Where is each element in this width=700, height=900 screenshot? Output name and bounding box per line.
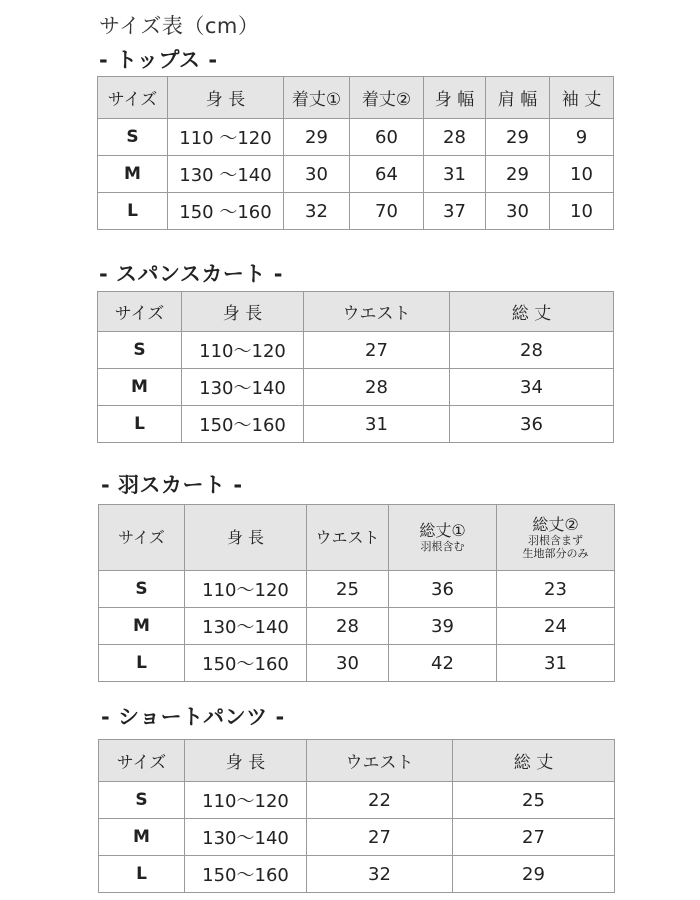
table-cell: 28 — [424, 119, 486, 156]
header-cell — [389, 505, 497, 571]
tops-size-table — [97, 76, 614, 230]
table-cell: 29 — [284, 119, 350, 156]
table-cell: 42 — [389, 645, 497, 682]
table-row — [99, 608, 615, 645]
size-cell: L — [98, 406, 182, 443]
size-cell: S — [99, 782, 185, 819]
table-row — [98, 406, 614, 443]
header-label: 身 長 — [226, 527, 265, 547]
header-cell — [99, 505, 185, 571]
table-cell: 60 — [350, 119, 424, 156]
table-cell: 36 — [450, 406, 614, 443]
table-cell: 28 — [450, 332, 614, 369]
table-row — [99, 819, 615, 856]
table-cell: 27 — [304, 332, 450, 369]
table-header-row — [99, 740, 615, 782]
table-cell: 10 — [550, 156, 614, 193]
header-label: ウエスト — [315, 527, 380, 547]
table-cell: 110〜120 — [185, 782, 307, 819]
table-cell: 29 — [486, 119, 550, 156]
table-cell: 110 〜120 — [168, 119, 284, 156]
feather-skirt-size-table — [98, 504, 615, 682]
table-cell: 37 — [424, 193, 486, 230]
size-cell: S — [98, 119, 168, 156]
table-cell: 150〜160 — [185, 645, 307, 682]
short-pants-heading: - ショートパンツ - — [101, 705, 285, 729]
header-cell: ウエスト — [307, 740, 453, 782]
table-cell: 32 — [284, 193, 350, 230]
header-cell: 身 幅 — [424, 77, 486, 119]
size-cell: M — [98, 369, 182, 406]
table-cell: 22 — [307, 782, 453, 819]
table-row — [98, 332, 614, 369]
header-cell: 袖 丈 — [550, 77, 614, 119]
size-cell: M — [99, 819, 185, 856]
header-cell: サイズ — [98, 77, 168, 119]
table-cell: 150〜160 — [182, 406, 304, 443]
size-cell: S — [98, 332, 182, 369]
header-cell: サイズ — [99, 740, 185, 782]
table-cell: 110〜120 — [182, 332, 304, 369]
header-cell: ウエスト — [304, 292, 450, 332]
table-header-row — [98, 77, 614, 119]
header-cell: 肩 幅 — [486, 77, 550, 119]
table-cell: 31 — [304, 406, 450, 443]
table-cell: 30 — [284, 156, 350, 193]
table-row — [98, 119, 614, 156]
table-cell: 27 — [307, 819, 453, 856]
table-header-row — [98, 292, 614, 332]
table-cell: 150 〜160 — [168, 193, 284, 230]
table-row — [99, 571, 615, 608]
spun-skirt-heading: - スパンスカート - — [99, 262, 283, 286]
table-cell: 10 — [550, 193, 614, 230]
table-cell: 25 — [307, 571, 389, 608]
table-cell: 29 — [453, 856, 615, 893]
table-cell: 30 — [307, 645, 389, 682]
table-row — [98, 156, 614, 193]
size-cell: M — [98, 156, 168, 193]
header-cell: 総 丈 — [450, 292, 614, 332]
table-cell: 36 — [389, 571, 497, 608]
size-cell: L — [99, 645, 185, 682]
header-cell: 身 長 — [182, 292, 304, 332]
table-cell: 32 — [307, 856, 453, 893]
table-cell: 150〜160 — [185, 856, 307, 893]
short-pants-size-table — [98, 739, 615, 893]
table-cell: 31 — [497, 645, 615, 682]
header-sublabel: 羽根含む — [420, 540, 465, 553]
page-title: サイズ表（cm） — [99, 14, 260, 38]
table-cell: 34 — [450, 369, 614, 406]
table-cell: 25 — [453, 782, 615, 819]
table-cell: 130 〜140 — [168, 156, 284, 193]
table-cell: 130〜140 — [185, 608, 307, 645]
header-label: 総丈② — [532, 514, 579, 534]
table-cell: 130〜140 — [182, 369, 304, 406]
header-label: サイズ — [118, 527, 165, 547]
table-cell: 31 — [424, 156, 486, 193]
header-cell — [497, 505, 615, 571]
table-cell: 28 — [307, 608, 389, 645]
table-cell: 130〜140 — [185, 819, 307, 856]
table-row — [99, 782, 615, 819]
header-cell: 身 長 — [168, 77, 284, 119]
tops-heading: - トップス - — [99, 48, 218, 72]
table-cell: 24 — [497, 608, 615, 645]
table-cell: 29 — [486, 156, 550, 193]
feather-skirt-heading: - 羽スカート - — [101, 473, 243, 497]
header-cell — [185, 505, 307, 571]
table-row — [98, 369, 614, 406]
table-header-row — [99, 505, 615, 571]
size-cell: L — [99, 856, 185, 893]
table-row — [98, 193, 614, 230]
table-cell: 70 — [350, 193, 424, 230]
table-cell: 110〜120 — [185, 571, 307, 608]
header-cell: 身 長 — [185, 740, 307, 782]
table-cell: 23 — [497, 571, 615, 608]
header-cell: 総 丈 — [453, 740, 615, 782]
table-cell: 27 — [453, 819, 615, 856]
header-sublabel: 生地部分のみ — [522, 546, 589, 560]
table-cell: 9 — [550, 119, 614, 156]
table-cell: 28 — [304, 369, 450, 406]
size-cell: L — [98, 193, 168, 230]
table-cell: 64 — [350, 156, 424, 193]
header-cell — [307, 505, 389, 571]
header-cell: 着丈② — [350, 77, 424, 119]
header-sublabel: 羽根含まず — [528, 533, 583, 547]
size-cell: S — [99, 571, 185, 608]
spun-skirt-size-table — [97, 291, 614, 443]
table-cell: 39 — [389, 608, 497, 645]
size-cell: M — [99, 608, 185, 645]
header-cell: サイズ — [98, 292, 182, 332]
table-cell: 30 — [486, 193, 550, 230]
header-cell: 着丈① — [284, 77, 350, 119]
table-row — [99, 856, 615, 893]
header-label: 総丈① — [419, 521, 466, 540]
table-row — [99, 645, 615, 682]
